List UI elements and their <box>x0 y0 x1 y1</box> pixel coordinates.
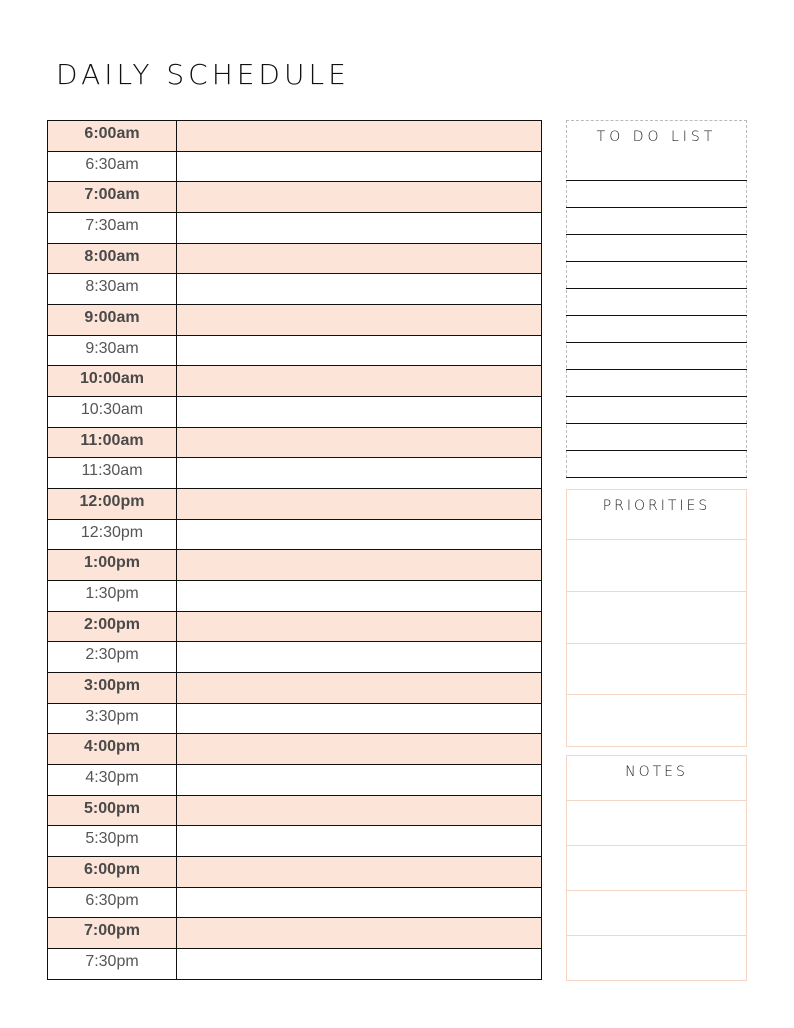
time-label: 7:00am <box>48 182 177 212</box>
schedule-row <box>48 642 541 673</box>
schedule-entry-field[interactable] <box>177 826 541 856</box>
priorities-panel <box>566 489 747 747</box>
schedule-entry-field[interactable] <box>177 152 541 182</box>
schedule-entry-field[interactable] <box>177 489 541 519</box>
time-label: 3:00pm <box>48 673 177 703</box>
time-label: 6:30am <box>48 152 177 182</box>
time-label: 6:30pm <box>48 888 177 918</box>
schedule-entry-field[interactable] <box>177 796 541 826</box>
todo-item-line[interactable] <box>566 207 747 234</box>
schedule-row <box>48 826 541 857</box>
schedule-row <box>48 458 541 489</box>
schedule-entry-field[interactable] <box>177 213 541 243</box>
time-label: 6:00pm <box>48 857 177 887</box>
time-label: 9:00am <box>48 305 177 335</box>
schedule-entry-field[interactable] <box>177 550 541 580</box>
schedule-entry-field[interactable] <box>177 704 541 734</box>
schedule-row <box>48 612 541 643</box>
schedule-row <box>48 888 541 919</box>
todo-item-line[interactable] <box>566 396 747 423</box>
schedule-row <box>48 489 541 520</box>
schedule-row <box>48 366 541 397</box>
schedule-entry-field[interactable] <box>177 244 541 274</box>
schedule-entry-field[interactable] <box>177 734 541 764</box>
time-label: 2:00pm <box>48 612 177 642</box>
schedule-entry-field[interactable] <box>177 857 541 887</box>
time-label: 5:00pm <box>48 796 177 826</box>
note-row[interactable] <box>567 891 746 936</box>
notes-header <box>567 756 746 801</box>
schedule-entry-field[interactable] <box>177 949 541 979</box>
schedule-row <box>48 152 541 183</box>
todo-lines <box>566 180 747 478</box>
time-label: 8:00am <box>48 244 177 274</box>
todo-list-panel <box>566 120 747 478</box>
time-label: 4:00pm <box>48 734 177 764</box>
schedule-row <box>48 121 541 152</box>
schedule-row <box>48 550 541 581</box>
schedule-row <box>48 182 541 213</box>
schedule-entry-field[interactable] <box>177 366 541 396</box>
schedule-entry-field[interactable] <box>177 305 541 335</box>
time-label: 2:30pm <box>48 642 177 672</box>
schedule-entry-field[interactable] <box>177 397 541 427</box>
schedule-table <box>47 120 542 980</box>
time-label: 9:30am <box>48 336 177 366</box>
schedule-row <box>48 734 541 765</box>
schedule-entry-field[interactable] <box>177 918 541 948</box>
note-row[interactable] <box>567 936 746 980</box>
schedule-entry-field[interactable] <box>177 428 541 458</box>
time-label: 7:30pm <box>48 949 177 979</box>
todo-item-line[interactable] <box>566 423 747 450</box>
time-label: 7:30am <box>48 213 177 243</box>
time-label: 4:30pm <box>48 765 177 795</box>
time-label: 7:00pm <box>48 918 177 948</box>
todo-item-line[interactable] <box>566 342 747 369</box>
schedule-entry-field[interactable] <box>177 673 541 703</box>
todo-item-line[interactable] <box>566 180 747 207</box>
schedule-row <box>48 520 541 551</box>
priority-item-row[interactable] <box>567 644 746 696</box>
schedule-row <box>48 244 541 275</box>
page-title: DAILY SCHEDULE <box>56 58 350 91</box>
todo-item-line[interactable] <box>566 315 747 342</box>
priority-item-row[interactable] <box>567 540 746 592</box>
schedule-row <box>48 949 541 979</box>
schedule-entry-field[interactable] <box>177 765 541 795</box>
todo-item-line[interactable] <box>566 288 747 315</box>
priority-item-row[interactable] <box>567 592 746 644</box>
schedule-entry-field[interactable] <box>177 520 541 550</box>
time-label: 12:30pm <box>48 520 177 550</box>
todo-item-line[interactable] <box>566 369 747 396</box>
time-label: 1:00pm <box>48 550 177 580</box>
todo-item-line[interactable] <box>566 450 747 478</box>
schedule-row <box>48 765 541 796</box>
schedule-row <box>48 428 541 459</box>
todo-list-title: TO DO LIST <box>596 129 717 145</box>
todo-item-line[interactable] <box>566 261 747 288</box>
note-row[interactable] <box>567 846 746 891</box>
time-label: 8:30am <box>48 274 177 304</box>
schedule-row <box>48 673 541 704</box>
schedule-row <box>48 274 541 305</box>
schedule-row <box>48 336 541 367</box>
schedule-row <box>48 918 541 949</box>
notes-panel <box>566 755 747 981</box>
schedule-row <box>48 704 541 735</box>
schedule-row <box>48 796 541 827</box>
schedule-entry-field[interactable] <box>177 458 541 488</box>
schedule-row <box>48 397 541 428</box>
time-label: 11:00am <box>48 428 177 458</box>
note-row[interactable] <box>567 801 746 846</box>
time-label: 11:30am <box>48 458 177 488</box>
schedule-entry-field[interactable] <box>177 581 541 611</box>
schedule-entry-field[interactable] <box>177 336 541 366</box>
schedule-entry-field[interactable] <box>177 612 541 642</box>
priority-item-row[interactable] <box>567 695 746 746</box>
time-label: 10:30am <box>48 397 177 427</box>
time-label: 1:30pm <box>48 581 177 611</box>
todo-item-line[interactable] <box>566 234 747 261</box>
priorities-title: PRIORITIES <box>602 498 711 514</box>
schedule-entry-field[interactable] <box>177 274 541 304</box>
schedule-entry-field[interactable] <box>177 642 541 672</box>
notes-title: NOTES <box>625 764 688 780</box>
time-label: 6:00am <box>48 121 177 151</box>
schedule-entry-field[interactable] <box>177 121 541 151</box>
schedule-row <box>48 305 541 336</box>
schedule-row <box>48 857 541 888</box>
schedule-row <box>48 213 541 244</box>
time-label: 5:30pm <box>48 826 177 856</box>
schedule-entry-field[interactable] <box>177 888 541 918</box>
time-label: 10:00am <box>48 366 177 396</box>
schedule-row <box>48 581 541 612</box>
time-label: 3:30pm <box>48 704 177 734</box>
priorities-header <box>567 490 746 540</box>
schedule-entry-field[interactable] <box>177 182 541 212</box>
time-label: 12:00pm <box>48 489 177 519</box>
